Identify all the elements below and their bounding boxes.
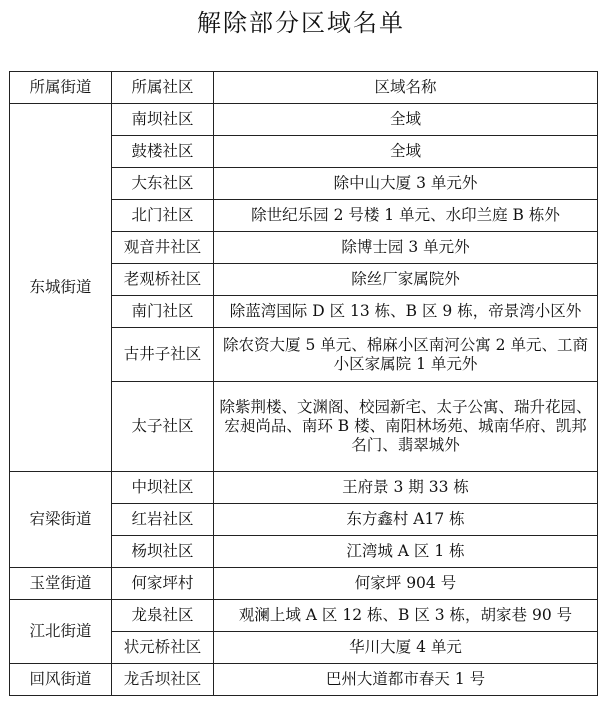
area-cell: 江湾城 A 区 1 栋 — [214, 536, 598, 568]
header-area: 区域名称 — [214, 72, 598, 104]
table-row — [10, 600, 598, 632]
header-street: 所属街道 — [10, 72, 112, 104]
area-cell: 除紫荆楼、文渊阁、校园新宅、太子公寓、瑞升花园、宏昶尚品、南环 B 楼、南阳林场苑、城南华府、凯邦名门、翡翠城外 — [214, 382, 598, 472]
community-cell: 鼓楼社区 — [112, 136, 214, 168]
community-cell: 南门社区 — [112, 296, 214, 328]
community-cell: 观音井社区 — [112, 232, 214, 264]
community-cell: 大东社区 — [112, 168, 214, 200]
community-cell: 太子社区 — [112, 382, 214, 472]
area-cell: 除蓝湾国际 D 区 13 栋、B 区 9 栋，帝景湾小区外 — [214, 296, 598, 328]
area-cell: 何家坪 904 号 — [214, 568, 598, 600]
community-cell: 北门社区 — [112, 200, 214, 232]
area-cell: 全域 — [214, 104, 598, 136]
area-cell: 除丝厂家属院外 — [214, 264, 598, 296]
street-cell: 宕梁街道 — [10, 472, 112, 568]
table-row — [10, 664, 598, 696]
table-header-row — [10, 72, 598, 104]
table-row — [10, 472, 598, 504]
community-cell: 状元桥社区 — [112, 632, 214, 664]
area-cell: 华川大厦 4 单元 — [214, 632, 598, 664]
community-cell: 龙泉社区 — [112, 600, 214, 632]
street-cell: 东城街道 — [10, 104, 112, 472]
community-cell: 古井子社区 — [112, 328, 214, 382]
area-cell: 全域 — [214, 136, 598, 168]
area-cell: 除农资大厦 5 单元、棉麻小区南河公寓 2 单元、工商小区家属院 1 单元外 — [214, 328, 598, 382]
header-community: 所属社区 — [112, 72, 214, 104]
street-cell: 江北街道 — [10, 600, 112, 664]
area-cell: 除博士园 3 单元外 — [214, 232, 598, 264]
page-title: 解除部分区域名单 — [197, 9, 405, 37]
table-row — [10, 568, 598, 600]
region-table — [9, 71, 598, 696]
community-cell: 红岩社区 — [112, 504, 214, 536]
area-cell: 观澜上域 A 区 12 栋、B 区 3 栋，胡家巷 90 号 — [214, 600, 598, 632]
community-cell: 老观桥社区 — [112, 264, 214, 296]
table-row — [10, 104, 598, 136]
street-cell: 回风街道 — [10, 664, 112, 696]
area-cell: 除中山大厦 3 单元外 — [214, 168, 598, 200]
community-cell: 中坝社区 — [112, 472, 214, 504]
area-cell: 王府景 3 期 33 栋 — [214, 472, 598, 504]
street-cell: 玉堂街道 — [10, 568, 112, 600]
community-cell: 杨坝社区 — [112, 536, 214, 568]
area-cell: 巴州大道都市春天 1 号 — [214, 664, 598, 696]
area-cell: 东方鑫村 A17 栋 — [214, 504, 598, 536]
area-cell: 除世纪乐园 2 号楼 1 单元、水印兰庭 B 栋外 — [214, 200, 598, 232]
community-cell: 南坝社区 — [112, 104, 214, 136]
community-cell: 何家坪村 — [112, 568, 214, 600]
community-cell: 龙舌坝社区 — [112, 664, 214, 696]
